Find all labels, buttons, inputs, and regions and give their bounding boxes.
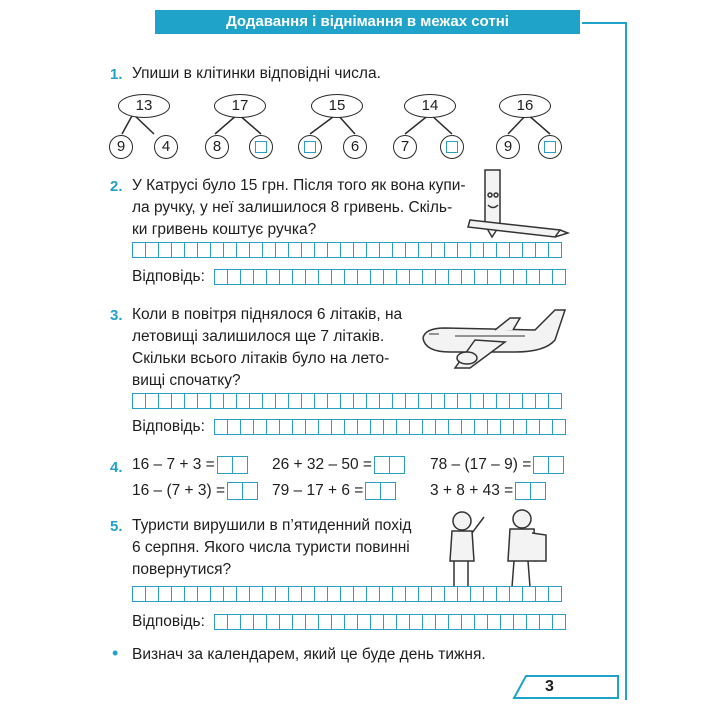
task-3-answer-label: Відповідь: <box>132 418 205 435</box>
tree-1-right: 4 <box>154 135 178 159</box>
tree-1-top: 13 <box>118 94 170 118</box>
tree-1-left: 9 <box>109 135 133 159</box>
answer-cell[interactable] <box>533 456 564 474</box>
tree-4-right[interactable] <box>440 135 464 159</box>
task-2-number: 2. <box>110 178 123 195</box>
expression-text: 3 + 8 + 43 = <box>430 482 514 499</box>
task-2-answer-label: Відповідь: <box>132 268 205 285</box>
header-edge-line <box>582 22 627 24</box>
task-3-line-1: Коли в повітря піднялося 6 літаків, на <box>132 306 403 323</box>
task-2-line-3: ки гривень коштує ручка? <box>132 221 317 238</box>
tree-5-right[interactable] <box>538 135 562 159</box>
pen-illustration <box>460 165 570 245</box>
expression <box>272 482 396 500</box>
expression <box>132 456 248 474</box>
page-edge-line <box>625 22 627 700</box>
section-title-bar <box>155 10 580 34</box>
answer-cell[interactable] <box>515 482 546 500</box>
task-2-line-2: ла ручку, у неї залишилося 8 гривень. Скіль- <box>132 199 453 216</box>
bullet-icon: • <box>112 643 119 663</box>
page-number: 3 <box>545 678 554 695</box>
task-3-line-3: Скільки всього літаків було на лето- <box>132 350 390 367</box>
bonus-task-text: Визнач за календарем, який це буде день тижня. <box>132 646 486 663</box>
tree-3-left[interactable] <box>298 135 322 159</box>
tree-3-top: 15 <box>311 94 363 118</box>
tree-4-left: 7 <box>393 135 417 159</box>
answer-cell[interactable] <box>446 141 458 153</box>
expression <box>430 456 564 474</box>
task-5-answer-label: Відповідь: <box>132 613 205 630</box>
airplane-illustration <box>415 300 570 380</box>
task-1-text: Упиши в клітинки відповідні числа. <box>132 65 381 82</box>
tourists-illustration <box>440 505 560 590</box>
expression-text: 79 – 17 + 6 = <box>272 482 364 499</box>
tree-2-right[interactable] <box>249 135 273 159</box>
tree-3-right: 6 <box>343 135 367 159</box>
tree-5-top: 16 <box>499 94 551 118</box>
task-5-line-2: 6 серпня. Якого числа туристи повинні <box>132 539 410 556</box>
page-number-tab <box>510 675 620 699</box>
expression-text: 16 – 7 + 3 = <box>132 456 215 473</box>
task-5-line-3: повернутися? <box>132 561 232 578</box>
task-5-number: 5. <box>110 518 123 535</box>
tree-5-left: 9 <box>496 135 520 159</box>
answer-cell[interactable] <box>544 141 556 153</box>
tree-2-left: 8 <box>205 135 229 159</box>
task-3-work-grid[interactable] <box>132 393 562 409</box>
answer-cell[interactable] <box>255 141 267 153</box>
task-4-number: 4. <box>110 459 123 476</box>
tree-4-top: 14 <box>404 94 456 118</box>
task-3-line-4: вищі спочатку? <box>132 372 241 389</box>
expression <box>430 482 546 500</box>
task-2-answer-grid[interactable] <box>214 269 566 285</box>
expression <box>132 482 258 500</box>
section-title: Додавання і віднімання в межах сотні <box>226 13 509 30</box>
answer-cell[interactable] <box>374 456 405 474</box>
expression-text: 78 – (17 – 9) = <box>430 456 532 473</box>
task-2-line-1: У Катрусі було 15 грн. Після того як вона купи- <box>132 177 466 194</box>
expression <box>272 456 405 474</box>
task-5-answer-grid[interactable] <box>214 614 566 630</box>
task-5-line-1: Туристи вирушили в п’ятиденний похід <box>132 517 412 534</box>
expression-text: 16 – (7 + 3) = <box>132 482 226 499</box>
answer-cell[interactable] <box>365 482 396 500</box>
task-3-answer-grid[interactable] <box>214 419 566 435</box>
answer-cell[interactable] <box>217 456 248 474</box>
task-2-work-grid[interactable] <box>132 242 562 258</box>
task-1-number: 1. <box>110 66 123 83</box>
tree-2-top: 17 <box>214 94 266 118</box>
task-3-number: 3. <box>110 307 123 324</box>
task-5-work-grid[interactable] <box>132 586 562 602</box>
expression-text: 26 + 32 – 50 = <box>272 456 372 473</box>
answer-cell[interactable] <box>304 141 316 153</box>
task-3-line-2: летовищі залишилося ще 7 літаків. <box>132 328 385 345</box>
answer-cell[interactable] <box>227 482 258 500</box>
